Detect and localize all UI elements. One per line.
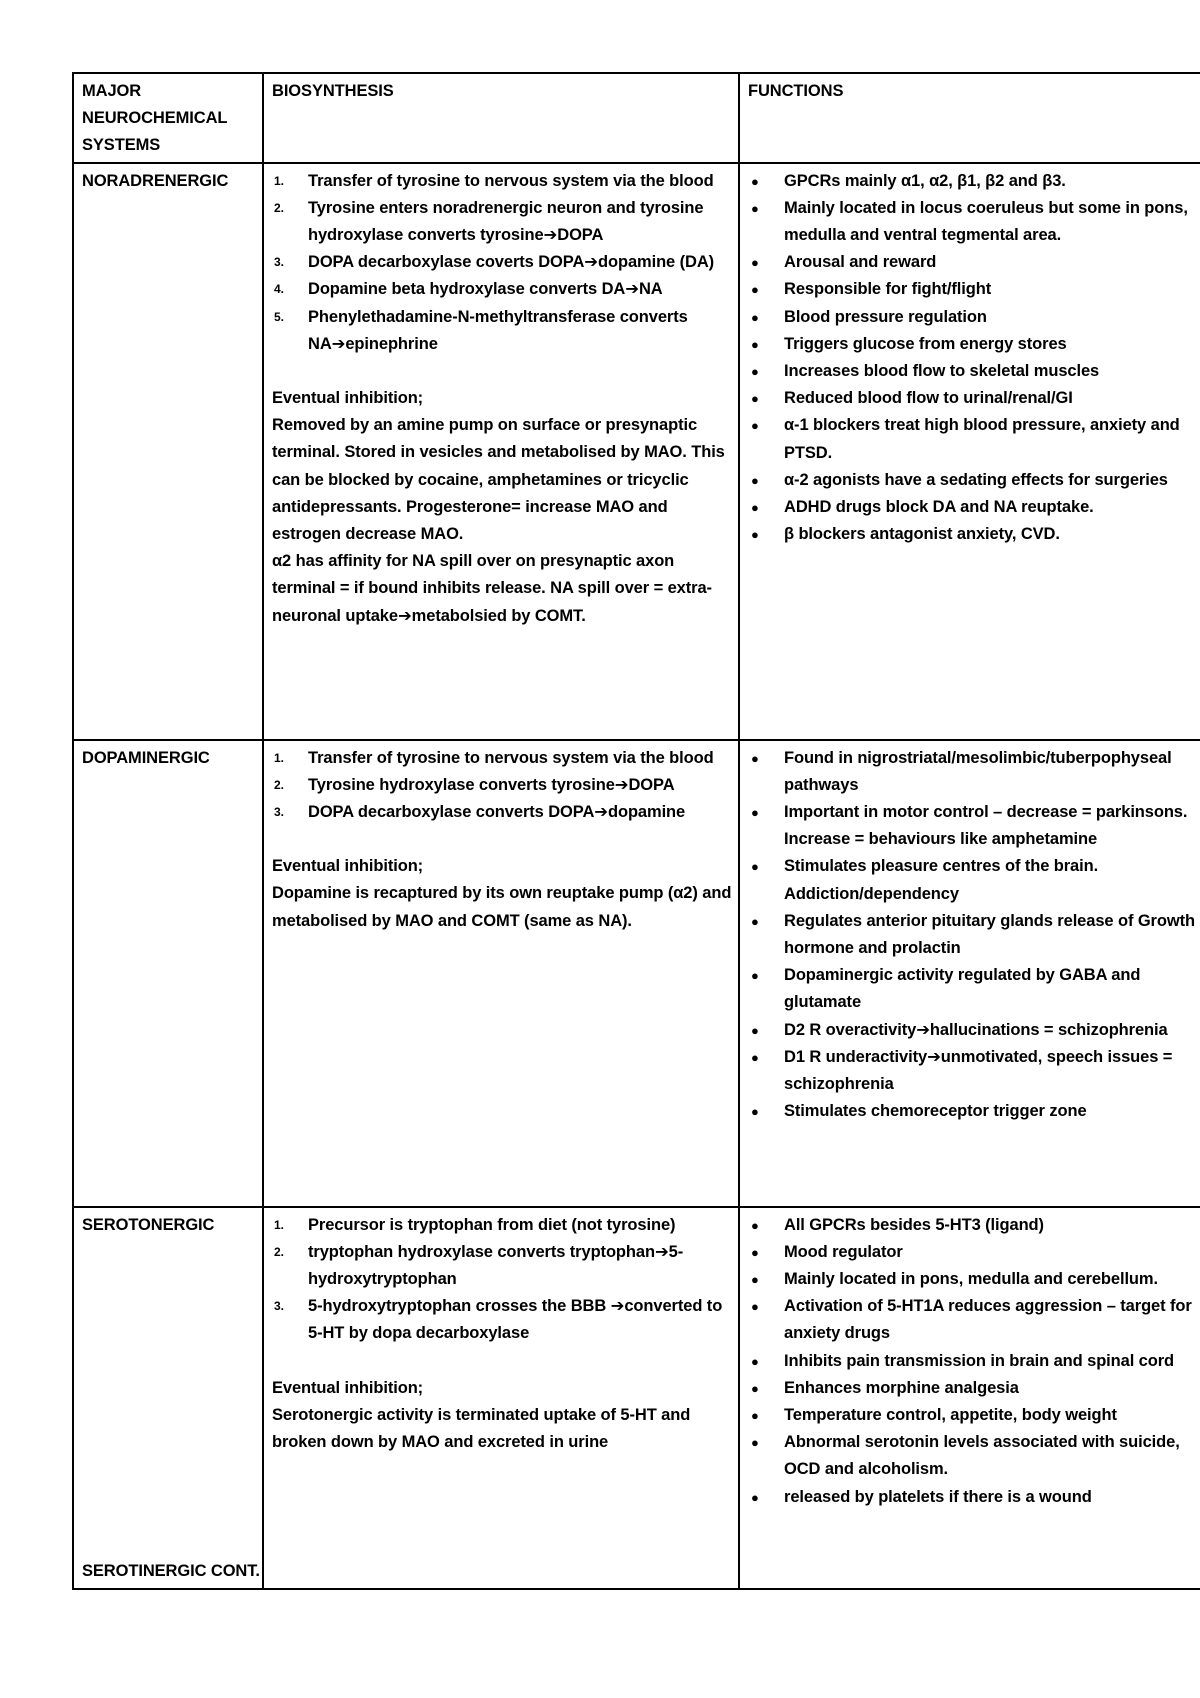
inhibition-text: α2 has affinity for NA spill over on presynaptic axon terminal = if bound inhibits release. NA spill over = extra-neuronal uptake➔metabolsied by COMT.	[272, 552, 712, 625]
step-item: 1. Precursor is tryptophan from diet (not tyrosine)	[274, 1215, 676, 1234]
step-item: 3. DOPA decarboxylase converts DOPA➔dopamine	[274, 803, 686, 822]
table-header-row	[73, 73, 1200, 163]
header-biosynthesis: BIOSYNTHESIS	[263, 73, 739, 163]
list-item: ● Triggers glucose from energy stores	[751, 334, 1067, 353]
list-item: ● Stimulates pleasure centres of the brain. Addiction/dependency	[751, 857, 1099, 903]
list-item: ● Stimulates chemoreceptor trigger zone	[751, 1102, 1087, 1121]
list-item: ● D1 R underactivity➔unmotivated, speech issues = schizophrenia	[751, 1047, 1173, 1094]
table-row-serotonergic	[73, 1207, 1200, 1589]
system-name: NORADRENERGIC	[73, 163, 263, 740]
functions-list	[748, 1212, 1200, 1511]
list-item: ● Temperature control, appetite, body weight	[751, 1406, 1117, 1425]
header-functions: FUNCTIONS	[739, 73, 1200, 163]
list-item: ● Responsible for fight/flight	[751, 280, 992, 299]
step-item: 2. Tyrosine enters noradrenergic neuron and tyrosine hydroxylase converts tyrosine➔DOPA	[274, 198, 704, 245]
list-item: ● Reduced blood flow to urinal/renal/GI	[751, 389, 1073, 408]
list-item: ● released by platelets if there is a wound	[751, 1487, 1092, 1506]
system-name-cell	[73, 1207, 263, 1589]
list-item: ● Activation of 5-HT1A reduces aggression – target for anxiety drugs	[751, 1297, 1192, 1343]
list-item: ● Important in motor control – decrease = parkinsons. Increase = behaviours like amphetamine	[751, 803, 1188, 849]
list-item: ● α-2 agonists have a sedating effects for surgeries	[751, 470, 1168, 489]
header-systems: MAJOR NEUROCHEMICAL SYSTEMS	[73, 73, 263, 163]
biosynthesis-cell	[263, 163, 739, 740]
list-item: ● α-1 blockers treat high blood pressure, anxiety and PTSD.	[751, 416, 1180, 462]
list-item: ● Mood regulator	[751, 1242, 903, 1261]
list-item: ● GPCRs mainly α1, α2, β1, β2 and β3.	[751, 171, 1066, 190]
list-item: ● Inhibits pain transmission in brain and spinal cord	[751, 1351, 1175, 1370]
step-item: 5. Phenylethadamine-N-methyltransferase converts NA➔epinephrine	[274, 307, 688, 353]
list-item: ● Regulates anterior pituitary glands release of Growth hormone and prolactin	[751, 911, 1195, 958]
step-item: 2. tryptophan hydroxylase converts tryptophan➔5-hydroxytryptophan	[274, 1242, 684, 1289]
neurochemical-systems-table	[72, 72, 1200, 1590]
table-row-dopaminergic	[73, 740, 1200, 1207]
list-item: ● Mainly located in pons, medulla and cerebellum.	[751, 1270, 1158, 1289]
step-item: 3. DOPA decarboxylase coverts DOPA➔dopamine (DA)	[274, 253, 715, 272]
list-item: ● All GPCRs besides 5-HT3 (ligand)	[751, 1215, 1044, 1234]
inhibition-text: Dopamine is recaptured by its own reuptake pump (α2) and metabolised by MAO and COMT (same as NA).	[272, 884, 732, 930]
step-item: 2. Tyrosine hydroxylase converts tyrosine➔DOPA	[274, 775, 675, 794]
biosynthesis-steps	[272, 168, 732, 358]
biosynthesis-cell	[263, 740, 739, 1207]
functions-list	[748, 745, 1200, 1126]
list-item: ● Abnormal serotonin levels associated with suicide, OCD and alcoholism.	[751, 1433, 1180, 1479]
biosynthesis-steps	[272, 745, 732, 827]
list-item: ● Increases blood flow to skeletal muscles	[751, 362, 1100, 381]
inhibition-title: Eventual inhibition;	[272, 389, 424, 408]
step-item: 1. Transfer of tyrosine to nervous system via the blood	[274, 171, 714, 190]
inhibition-text: Serotonergic activity is terminated uptake of 5-HT and broken down by MAO and excreted in urine	[272, 1405, 691, 1452]
list-item: ● Arousal and reward	[751, 253, 937, 272]
functions-cell	[739, 740, 1200, 1207]
list-item: ● β blockers antagonist anxiety, CVD.	[751, 525, 1060, 544]
table-row-noradrenergic	[73, 163, 1200, 740]
list-item: ● Enhances morphine analgesia	[751, 1378, 1019, 1397]
functions-cell	[739, 1207, 1200, 1589]
system-name: SEROTONERGIC	[82, 1215, 215, 1234]
list-item: ● Dopaminergic activity regulated by GABA and glutamate	[751, 966, 1141, 1012]
list-item: ● Found in nigrostriatal/mesolimbic/tuberpophyseal pathways	[751, 748, 1172, 794]
inhibition-title: Eventual inhibition;	[272, 857, 424, 876]
list-item: ● D2 R overactivity➔hallucinations = schizophrenia	[751, 1020, 1168, 1039]
system-name-continued: SEROTINERGIC CONT.	[82, 1562, 260, 1581]
functions-cell	[739, 163, 1200, 740]
step-item: 3. 5-hydroxytryptophan crosses the BBB ➔converted to 5-HT by dopa decarboxylase	[274, 1297, 723, 1343]
functions-list	[748, 168, 1200, 549]
system-name: DOPAMINERGIC	[73, 740, 263, 1207]
biosynthesis-cell	[263, 1207, 739, 1589]
step-item: 1. Transfer of tyrosine to nervous system via the blood	[274, 748, 714, 767]
list-item: ● Blood pressure regulation	[751, 307, 987, 326]
inhibition-text: Removed by an amine pump on surface or presynaptic terminal. Stored in vesicles and metabolised by MAO. This can be blocked by cocaine, amphetamines or tricyclic antidepressants. Progesterone= increase MAO and estrogen decrease MAO.	[272, 416, 725, 544]
list-item: ● ADHD drugs block DA and NA reuptake.	[751, 498, 1094, 517]
biosynthesis-steps	[272, 1212, 732, 1348]
step-item: 4. Dopamine beta hydroxylase converts DA➔NA	[274, 280, 663, 299]
list-item: ● Mainly located in locus coeruleus but some in pons, medulla and ventral tegmental area.	[751, 198, 1188, 245]
inhibition-title: Eventual inhibition;	[272, 1378, 424, 1397]
